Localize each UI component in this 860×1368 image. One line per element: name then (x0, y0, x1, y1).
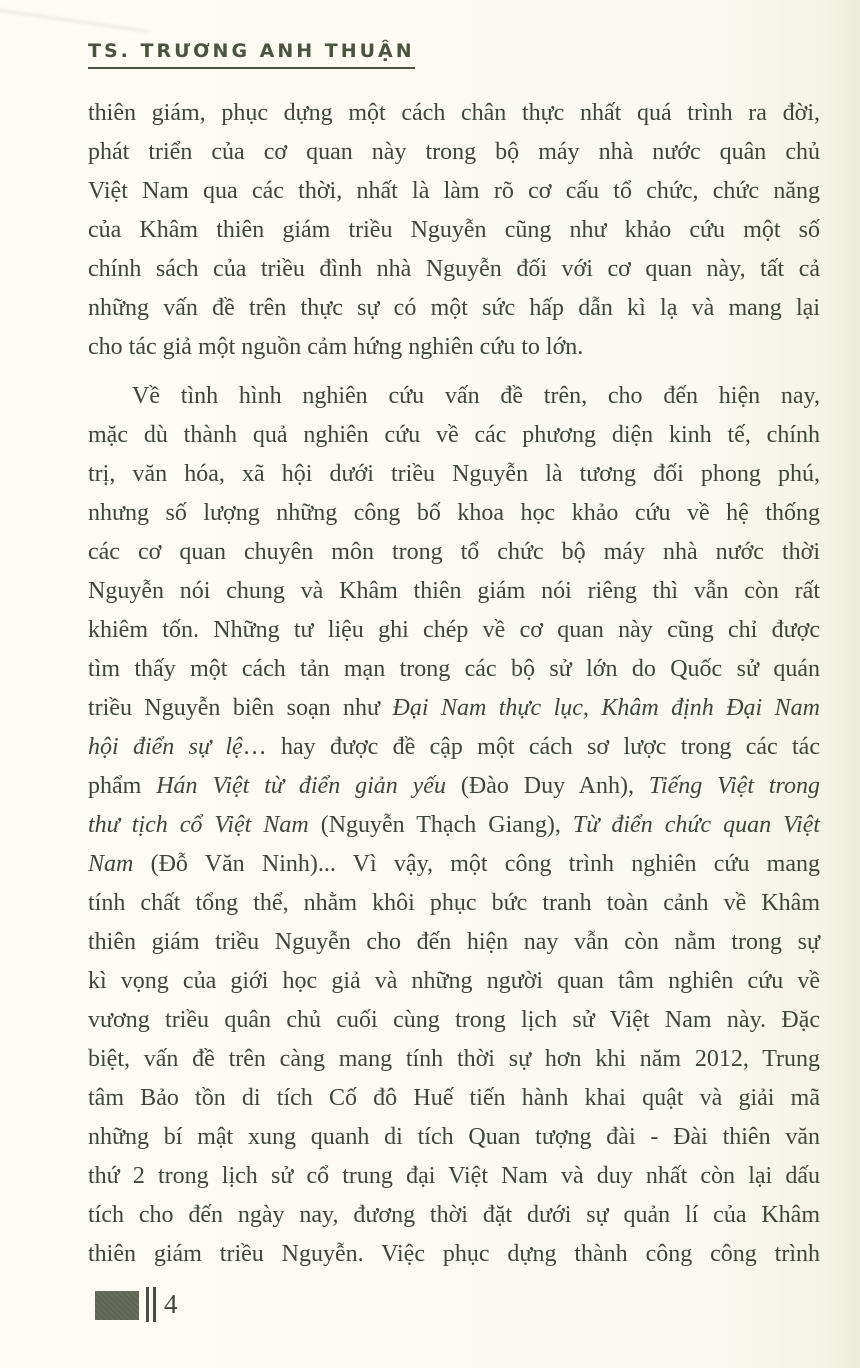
cited-work-title: thư tịch cổ Việt Nam (88, 812, 309, 838)
text-line (88, 884, 820, 923)
page-number: 4 (164, 1289, 178, 1319)
text-line (88, 845, 820, 884)
text-line (88, 728, 820, 767)
page-body (88, 94, 820, 1274)
author-name: TS. TRƯƠNG ANH THUẬN (88, 40, 415, 69)
text-segment: biệt, vấn đề trên càng mang tính thời sự hơn khi năm 2012, Trung (88, 1046, 820, 1072)
text-line (88, 962, 820, 1001)
text-line (88, 533, 820, 572)
text-segment: tính chất tổng thể, nhằm khôi phục bức tranh toàn cảnh về Khâm (88, 890, 820, 916)
text-line (88, 494, 820, 533)
text-segment: mặc dù thành quả nghiên cứu về các phương diện kinh tế, chính (88, 422, 820, 448)
text-line (88, 172, 820, 211)
cited-work-title: Đại Nam thực lục, Khâm định Đại Nam (392, 695, 820, 721)
text-segment: những bí mật xung quanh di tích Quan tượng đài - Đài thiên văn (88, 1124, 820, 1150)
cited-work-title: Từ điển chức quan Việt (572, 812, 821, 838)
text-segment: trị, văn hóa, xã hội dưới triều Nguyễn là tương đối phong phú, (88, 461, 820, 487)
text-line (88, 133, 820, 172)
text-line (88, 650, 820, 689)
text-line (88, 416, 820, 455)
text-segment: những vấn đề trên thực sự có một sức hấp dẫn kì lạ và mang lại (88, 295, 820, 321)
text-line (88, 211, 820, 250)
cited-work-title: Hán Việt từ điển giản yếu (156, 773, 446, 799)
text-line (88, 250, 820, 289)
cited-work-title: Tiếng Việt trong (648, 773, 820, 799)
page-footer (95, 1286, 178, 1322)
text-segment: (Đỗ Văn Ninh)... Vì vậy, một công trình nghiên cứu mang (133, 851, 820, 877)
text-segment: khiêm tốn. Những tư liệu ghi chép về cơ quan này cũng chỉ được (88, 617, 820, 643)
text-segment: phẩm (88, 773, 157, 799)
text-segment: Việt Nam qua các thời, nhất là làm rõ cơ cấu tổ chức, chức năng (88, 178, 820, 204)
text-segment: thứ 2 trong lịch sử cổ trung đại Việt Nam và duy nhất còn lại dấu (88, 1163, 820, 1189)
footer-ornament-square (95, 1291, 139, 1320)
text-line (88, 1235, 820, 1274)
text-line (88, 1196, 820, 1235)
paragraph (88, 94, 820, 367)
text-segment: tâm Bảo tồn di tích Cố đô Huế tiến hành khai quật và giải mã (88, 1085, 820, 1111)
text-line (88, 94, 820, 133)
text-segment: thiên giám triều Nguyễn. Việc phục dựng thành công công trình (88, 1241, 820, 1267)
cited-work-title: Nam (88, 851, 134, 877)
text-segment: vương triều quân chủ cuối cùng trong lịch sử Việt Nam này. Đặc (88, 1007, 820, 1033)
text-segment: của Khâm thiên giám triều Nguyễn cũng như khảo cứu một số (88, 217, 820, 243)
text-segment: Nguyễn nói chung và Khâm thiên giám nói riêng thì vẫn còn rất (88, 578, 820, 604)
text-segment: phát triển của cơ quan này trong bộ máy nhà nước quân chủ (88, 139, 820, 165)
text-line (88, 1118, 820, 1157)
text-line (88, 455, 820, 494)
text-line (88, 1157, 820, 1196)
text-segment: nhưng số lượng những công bố khoa học khảo cứu về hệ thống (88, 500, 820, 526)
text-segment: (Nguyễn Thạch Giang), (308, 812, 573, 838)
text-segment: cho tác giả một nguồn cảm hứng nghiên cứu to lớn. (88, 334, 584, 360)
text-segment: các cơ quan chuyên môn trong tổ chức bộ máy nhà nước thời (88, 539, 820, 565)
text-line (88, 572, 820, 611)
text-segment: … hay được đề cập một cách sơ lược trong các tác (242, 734, 820, 760)
text-segment: triều Nguyễn biên soạn như (88, 695, 393, 721)
text-line (88, 1079, 820, 1118)
text-line (88, 289, 820, 328)
text-line (88, 1001, 820, 1040)
text-segment: thiên giám triều Nguyễn cho đến hiện nay vẫn còn nằm trong sự (88, 929, 820, 955)
paragraph (88, 377, 820, 1274)
text-line (88, 328, 820, 367)
text-segment: thiên giám, phục dựng một cách chân thực nhất quá trình ra đời, (88, 100, 820, 126)
text-line (88, 806, 820, 845)
text-segment: chính sách của triều đình nhà Nguyễn đối với cơ quan này, tất cả (88, 256, 820, 282)
text-line (88, 611, 820, 650)
scan-crease-mark (0, 5, 149, 32)
footer-double-bar-icon (146, 1287, 156, 1322)
text-line (88, 923, 820, 962)
running-header (88, 40, 415, 69)
text-line (88, 767, 820, 806)
text-segment: tìm thấy một cách tản mạn trong các bộ sử lớn do Quốc sử quán (88, 656, 820, 682)
text-segment: tích cho đến ngày nay, đương thời đặt dưới sự quản lí của Khâm (88, 1202, 820, 1228)
cited-work-title: hội điển sự lệ (88, 734, 243, 760)
text-line (88, 689, 820, 728)
text-line (88, 377, 820, 416)
text-line (88, 1040, 820, 1079)
text-segment: kì vọng của giới học giả và những người quan tâm nghiên cứu về (88, 968, 820, 994)
text-segment: (Đào Duy Anh), (445, 773, 649, 799)
text-segment: Về tình hình nghiên cứu vấn đề trên, cho đến hiện nay, (132, 383, 820, 409)
